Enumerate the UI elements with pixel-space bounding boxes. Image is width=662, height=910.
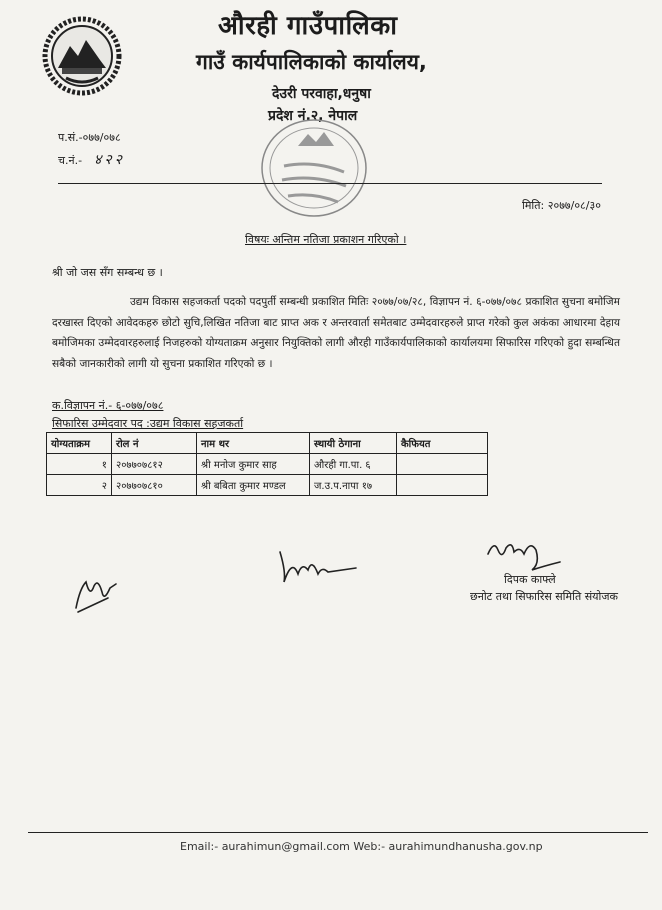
cell-rank: १ [47,454,112,475]
table-row [47,454,488,475]
chalani-number-line [58,150,125,169]
footer-contact: Email:- aurahimun@gmail.com Web:- aurahimundhanusha.gov.np [180,840,543,853]
cell-name: श्री मनोज कुमार साह [197,454,310,475]
nepal-emblem-logo [42,16,122,96]
header-rank: योग्यताक्रम [47,433,112,454]
header-remarks: कैफियत [397,433,488,454]
header-address: स्थायी ठेगाना [310,433,397,454]
letter-date: मिति: २०७७/०८/३० [522,199,601,212]
header-divider [58,183,602,184]
header-name: नाम थर [197,433,310,454]
results-table [46,432,488,496]
signatory-name: दिपक काफ्ले [504,573,556,586]
letter-body-text: उद्यम विकास सहजकर्ता पदको पदपुर्ती सम्बन्धी प्रकाशित मितिः २०७७/०७/२८, विज्ञापन नं. ६-०७७/०७८ प्रकाशित सुचना बमोजिम दरखास्त दिएको आवेदकहरु छोटो सुचि,लिखित नतिजा बाट प्राप्त अक र अन्तरवार्ता समेतबाट उम्मेदवारहरुले प्राप्त गरेको कुल अकंका आधारमा देहाय बमोजिमका उम्मेदवारहरुलाई निजहरुको योग्यताक्रम अनुसार नियुक्तिको लागी औरही गाउँकार्यपालिकाको कार्यालयमा सिफारिस गरिएको हुदा सम्बन्धित सबैको जानकारीको लागी यो सुचना प्रकाशित गरिएको छ । [52,296,620,370]
chalani-number: ४२२ [94,152,125,168]
signature-right [484,536,564,576]
cell-address: औरही गा.पा. ६ [310,454,397,475]
province-line: प्रदेश नं.२, नेपाल [268,108,358,124]
chalani-label: च.नं.- [58,154,83,167]
letter-greeting: श्री जो जस सँग सम्बन्ध छ । [52,266,163,279]
header-roll: रोल नं [112,433,197,454]
cell-remarks [397,475,488,496]
cell-address: ज.उ.प.नापा १७ [310,475,397,496]
cell-name: श्री बबिता कुमार मण्डल [197,475,310,496]
office-title: गाउँ कार्यपालिकाको कार्यालय, [196,50,427,74]
cell-roll: २०७७०७८१२ [112,454,197,475]
cell-rank: २ [47,475,112,496]
signatory-role: छनोट तथा सिफारिस समिति संयोजक [470,590,618,603]
table-header-row [47,433,488,454]
advertisement-number: क.विज्ञापन नं.- ६-०७७/०७८ [52,399,164,412]
patra-sankhya: प.सं.-०७७/०७८ [58,131,121,144]
cell-remarks [397,454,488,475]
table-row [47,475,488,496]
letter-subject: विषयः अन्तिम नतिजा प्रकाशन गरिएको । [245,233,407,246]
letter-body [52,292,620,374]
signature-middle [272,544,362,590]
cell-roll: २०७७०७८१० [112,475,197,496]
municipality-title: औरही गाउँपालिका [218,11,398,41]
recommended-post: सिफारिस उम्मेदवार पद :उद्यम विकास सहजकर्ता [52,417,244,430]
footer-divider [28,832,648,833]
signature-left [68,568,128,618]
office-stamp [258,116,370,220]
office-address: देउरी परवाहा,धनुषा [272,86,371,102]
